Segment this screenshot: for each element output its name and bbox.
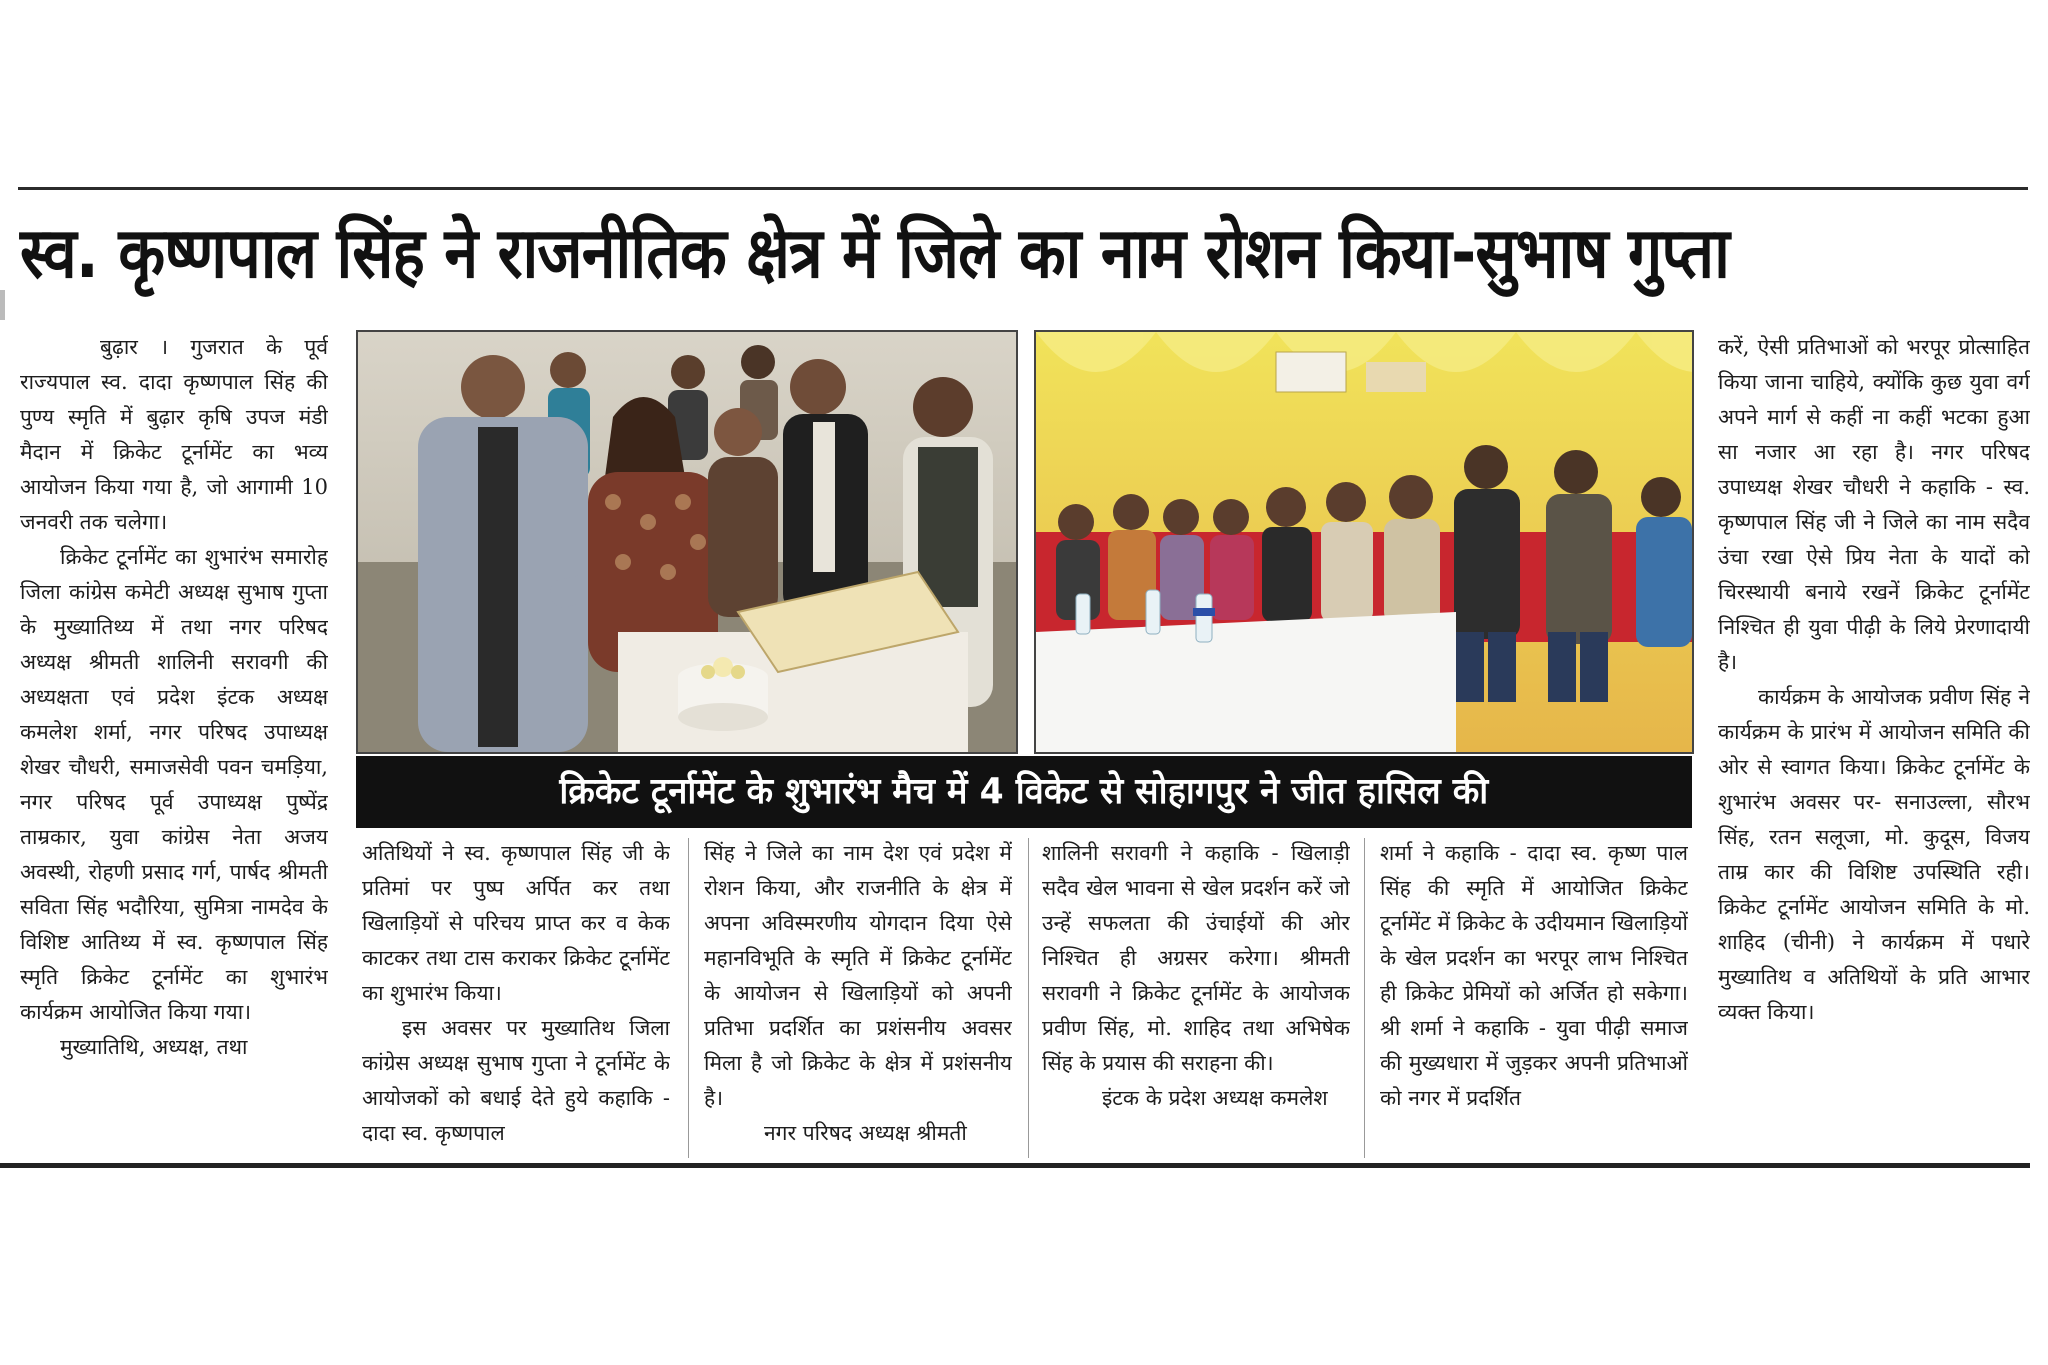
article-column-4 [1042,836,1350,1160]
column-1-para-1: बुढ़ार । गुजरात के पूर्व राज्यपाल स्व. दादा कृष्णपाल सिंह की पुण्य स्मृति में बुढ़ार कृषि उपज मंडी मैदान में क्रिकेट टूर्नामेंट का भव्य आयोजन किया गया है, जो आगामी 10 जनवरी तक चलेगा। [20,335,328,534]
subheadline [356,756,1692,828]
headline: स्व. कृष्णपाल सिंह ने राजनीतिक क्षेत्र में जिले का नाम रोशन किया-सुभाष गुप्ता [20,212,1729,294]
column-divider [1028,838,1029,1158]
cake-cutting-photo [356,330,1018,754]
page-edge-mark [0,290,5,320]
column-2-para-2: इस अवसर पर मुख्यातिथ जिला कांग्रेस अध्यक्ष सुभाष गुप्ता ने टूर्नामेंट के आयोजकों को बधाई देते हुये कहाकि - दादा स्व. कृष्णपाल [362,1016,670,1145]
article-column-5 [1380,836,1688,1160]
article-column-6 [1718,330,2030,1160]
subheadline-text: क्रिकेट टूर्नामेंट के शुभारंभ मैच में 4 विकेट से सोहागपुर ने जीत हासिल की [559,771,1489,812]
column-2-para-1: अतिथियों ने स्व. कृष्णपाल सिंह जी के प्रतिमां पर पुष्प अर्पित कर तथा खिलाड़ियों से परिचय प्राप्त कर व केक काटकर तथा टास कराकर क्रिकेट टूर्नामेंट का शुभारंभ किया। [362,841,670,1005]
article-column-2 [362,836,670,1160]
column-divider [688,838,689,1158]
column-3-para-1: सिंह ने जिले का नाम देश एवं प्रदेश में रोशन किया, और राजनीति के क्षेत्र में अपना अविस्मरणीय योगदान दिया ऐसे महानविभूति के स्मृति में क्रिकेट टूर्नामेंट के आयोजन से खिलाड़ियों को अपनी प्रतिभा प्रदर्शित का प्रशंसनीय अवसर मिला है जो क्रिकेट के क्षेत्र में प्रशंसनीय है। [704,841,1012,1110]
column-4-para-1: शालिनी सरावगी ने कहाकि - खिलाड़ी सदैव खेल भावना से खेल प्रदर्शन करें जो उन्हें सफलता की उंचाईयों की ओर निश्चित ही अग्रसर करेगा। श्रीमती सरावगी ने क्रिकेट टूर्नामेंट के आयोजक प्रवीण सिंह, मो. शाहिद तथा अभिषेक सिंह के प्रयास की सराहना की। [1042,841,1350,1075]
column-5-para-1: शर्मा ने कहाकि - दादा स्व. कृष्ण पाल सिंह की स्मृति में आयोजित क्रिकेट टूर्नामेंट में क्रिकेट के उदीयमान खिलाड़ियों के खेल प्रदर्शन का भरपूर लाभ निश्चित ही क्रिकेट प्रेमियों को अर्जित हो सकेगा। श्री शर्मा ने कहाकि - युवा पीढ़ी समाज की मुख्यधारा में जुड़कर अपनी प्रतिभाओं को नगर में प्रदर्शित [1380,841,1688,1110]
column-6-para-1: करें, ऐसी प्रतिभाओं को भरपूर प्रोत्साहित किया जाना चाहिये, क्योंकि कुछ युवा वर्ग अपने मार्ग से कहीं ना कहीं भटका हुआ सा नजार आ रहा है। नगर परिषद उपाध्यक्ष शेखर चौधरी ने कहाकि - स्व. कृष्णपाल सिंह जी ने जिले का नाम सदैव उंचा रखा ऐसे प्रिय नेता के यादों को चिरस्थायी बनाये रखनें क्रिकेट टूर्नामेंट निश्चित ही युवा पीढ़ी के लिये प्रेरणादायी है। [1718,335,2030,674]
bottom-rule [0,1163,2030,1168]
column-3-para-2: नगर परिषद अध्यक्ष श्रीमती [764,1121,967,1145]
article-column-3 [704,836,1012,1160]
column-6-para-2: कार्यक्रम के आयोजक प्रवीण सिंह ने कार्यक्रम के प्रारंभ में आयोजन समिति की ओर से स्वागत किया। क्रिकेट टूर्नामेंट के शुभारंभ अवसर पर- सनाउल्ला, सौरभ सिंह, रतन सलूजा, मो. कुदूस, विजय ताम्र कार की विशिष्ट उपस्थिति रही। क्रिकेट टूर्नामेंट आयोजन समिति के मो. शाहिद (चीनी) ने कार्यक्रम में पधारे मुख्यातिथ व अतिथियों के प्रति आभार व्यक्त किया। [1718,685,2030,1024]
column-1-para-3: मुख्यातिथि, अध्यक्ष, तथा [60,1035,248,1059]
column-divider [1364,838,1365,1158]
guests-seated-photo [1034,330,1694,754]
top-rule [18,187,2028,190]
article-column-1 [20,330,328,1160]
column-1-para-2: क्रिकेट टूर्नामेंट का शुभारंभ समारोह जिला कांग्रेस कमेटी अध्यक्ष सुभाष गुप्ता के मुख्यातिथ्य में तथा नगर परिषद अध्यक्ष श्रीमती शालिनी सरावगी की अध्यक्षता एवं प्रदेश इंटक अध्यक्ष कमलेश शर्मा, नगर परिषद उपाध्यक्ष शेखर चौधरी, समाजसेवी पवन चमड़िया, नगर परिषद पूर्व उपाध्यक्ष पुष्पेंद्र ताम्रकार, युवा कांग्रेस नेता अजय अवस्थी, रोहणी प्रसाद गर्ग, पार्षद श्रीमती सविता सिंह भदौरिया, सुमित्रा नामदेव के विशिष्ट आतिथ्य में स्व. कृष्णपाल सिंह स्मृति क्रिकेट टूर्नामेंट का शुभारंभ कार्यक्रम आयोजित किया गया। [20,545,328,1024]
column-4-para-2: इंटक के प्रदेश अध्यक्ष कमलेश [1102,1086,1328,1110]
